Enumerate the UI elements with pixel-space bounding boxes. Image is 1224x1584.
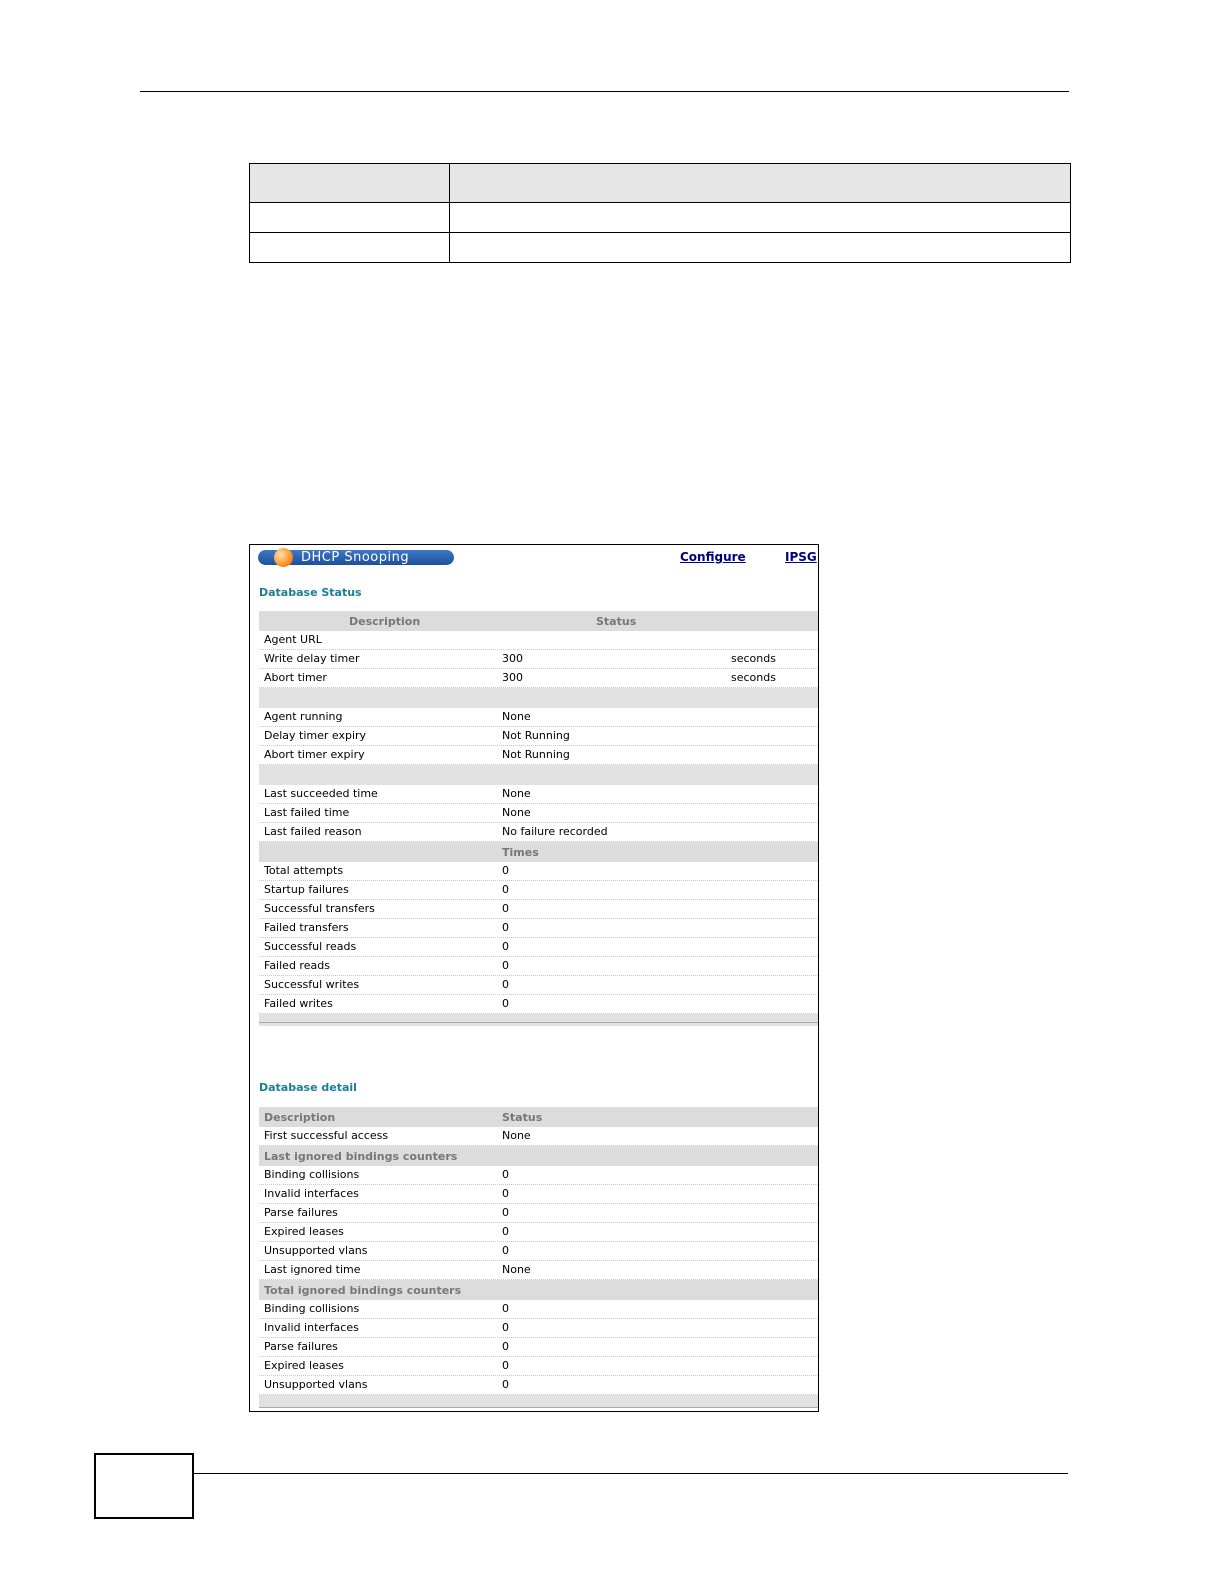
row-value: 0	[502, 864, 509, 877]
document-table-cell	[250, 203, 450, 233]
table-footer-bar	[259, 1014, 818, 1026]
row-value: 0	[502, 1359, 509, 1372]
row-value: 0	[502, 1187, 509, 1200]
row-label: Failed transfers	[264, 921, 349, 934]
times-header-row	[259, 842, 818, 862]
times-header: Times	[502, 846, 539, 859]
row-value: 0	[502, 1321, 509, 1334]
database-status-title: Database Status	[259, 586, 362, 599]
row-label: Parse failures	[264, 1206, 338, 1219]
table-row	[259, 785, 818, 804]
table-row	[259, 957, 818, 976]
row-label: Successful writes	[264, 978, 360, 991]
description-column-header: Description	[264, 1111, 336, 1124]
row-label: Parse failures	[264, 1340, 338, 1353]
table-row	[259, 881, 818, 900]
row-value: None	[502, 806, 531, 819]
row-value: 0	[502, 902, 509, 915]
table-row	[259, 1376, 818, 1395]
row-label: Write delay timer	[264, 652, 360, 665]
row-value: No failure recorded	[502, 825, 608, 838]
group-separator-row	[259, 765, 818, 785]
document-table-cell	[450, 203, 1071, 233]
row-label: Abort timer expiry	[264, 748, 365, 761]
table-row	[259, 1185, 818, 1204]
document-table-header-cell-2	[450, 164, 1071, 203]
row-label: Binding collisions	[264, 1168, 360, 1181]
description-column-header: Description	[349, 615, 421, 628]
footer-rule	[192, 1473, 1068, 1474]
table-row	[259, 1338, 818, 1357]
ipsg-link[interactable]: IPSG	[785, 550, 817, 564]
row-value: 300	[502, 671, 523, 684]
table-row	[259, 1357, 818, 1376]
row-label: Last failed time	[264, 806, 350, 819]
row-value: 0	[502, 1244, 509, 1257]
row-value: None	[502, 787, 531, 800]
section-divider	[259, 1022, 818, 1023]
row-label: Startup failures	[264, 883, 349, 896]
row-label: Failed reads	[264, 959, 330, 972]
row-label: Invalid interfaces	[264, 1187, 359, 1200]
row-label: Last succeeded time	[264, 787, 378, 800]
table-row	[259, 804, 818, 823]
row-label: Unsupported vlans	[264, 1378, 368, 1391]
table-row	[259, 919, 818, 938]
total-ignored-header: Total ignored bindings counters	[264, 1284, 462, 1297]
row-unit: seconds	[731, 652, 776, 665]
row-value: 0	[502, 997, 509, 1010]
row-value: 0	[502, 940, 509, 953]
row-label: Successful reads	[264, 940, 357, 953]
database-status-header-row	[259, 611, 818, 631]
database-detail-table	[259, 1107, 818, 1407]
table-row	[259, 1261, 818, 1280]
dhcp-snooping-screenshot	[249, 544, 819, 1412]
table-row	[259, 938, 818, 957]
table-row	[259, 900, 818, 919]
document-table-row	[250, 203, 1071, 233]
table-row	[259, 995, 818, 1014]
row-label: Invalid interfaces	[264, 1321, 359, 1334]
row-label: Expired leases	[264, 1359, 344, 1372]
row-label: Agent running	[264, 710, 343, 723]
database-status-table	[259, 611, 818, 1026]
table-row	[259, 1127, 818, 1146]
row-value: 0	[502, 1340, 509, 1353]
row-label: Successful transfers	[264, 902, 375, 915]
last-ignored-header: Last ignored bindings counters	[264, 1150, 458, 1163]
table-row	[259, 708, 818, 727]
table-row	[259, 823, 818, 842]
row-value: None	[502, 1129, 531, 1142]
row-unit: seconds	[731, 671, 776, 684]
page-number-box	[94, 1453, 194, 1519]
row-value: 0	[502, 883, 509, 896]
row-label: Failed writes	[264, 997, 333, 1010]
table-row	[259, 1300, 818, 1319]
row-label: Unsupported vlans	[264, 1244, 368, 1257]
row-value: Not Running	[502, 729, 570, 742]
document-table-header-cell-1	[250, 164, 450, 203]
row-value: 0	[502, 1168, 509, 1181]
table-row	[259, 862, 818, 881]
document-table-header	[250, 164, 1071, 203]
row-label: First successful access	[264, 1129, 389, 1142]
row-value: None	[502, 1263, 531, 1276]
table-row	[259, 976, 818, 995]
document-table	[249, 163, 1071, 263]
group-separator-row	[259, 688, 818, 708]
row-value: None	[502, 710, 531, 723]
table-row	[259, 1166, 818, 1185]
status-column-header: Status	[502, 1111, 543, 1124]
document-table-cell	[450, 233, 1071, 263]
last-ignored-header-row	[259, 1146, 818, 1166]
row-value: 300	[502, 652, 523, 665]
table-row	[259, 1319, 818, 1338]
table-footer-bar	[259, 1395, 818, 1407]
row-label: Total attempts	[264, 864, 344, 877]
row-label: Agent URL	[264, 633, 322, 646]
row-value: 0	[502, 921, 509, 934]
row-label: Last failed reason	[264, 825, 362, 838]
panel-title-bar	[258, 550, 454, 565]
row-value: 0	[502, 1302, 509, 1315]
database-detail-header-row	[259, 1107, 818, 1127]
row-value: 0	[502, 1378, 509, 1391]
document-table-row	[250, 233, 1071, 263]
table-row	[259, 1204, 818, 1223]
status-column-header: Status	[596, 615, 637, 628]
table-row	[259, 669, 818, 688]
row-label: Last ignored time	[264, 1263, 361, 1276]
table-row	[259, 1242, 818, 1261]
row-value: 0	[502, 978, 509, 991]
header-rule	[140, 91, 1069, 92]
row-label: Delay timer expiry	[264, 729, 367, 742]
configure-link[interactable]: Configure	[680, 550, 746, 564]
database-detail-title: Database detail	[259, 1081, 357, 1094]
table-row	[259, 631, 818, 650]
row-label: Expired leases	[264, 1225, 344, 1238]
table-row	[259, 746, 818, 765]
row-label: Binding collisions	[264, 1302, 360, 1315]
table-row	[259, 1223, 818, 1242]
panel-title: DHCP Snooping	[301, 550, 410, 565]
row-value: 0	[502, 1206, 509, 1219]
orb-icon	[274, 548, 293, 567]
document-table-cell	[250, 233, 450, 263]
total-ignored-header-row	[259, 1280, 818, 1300]
row-label: Abort timer	[264, 671, 327, 684]
row-value: Not Running	[502, 748, 570, 761]
section-divider	[259, 1407, 818, 1408]
table-row	[259, 727, 818, 746]
row-value: 0	[502, 1225, 509, 1238]
table-row	[259, 650, 818, 669]
row-value: 0	[502, 959, 509, 972]
